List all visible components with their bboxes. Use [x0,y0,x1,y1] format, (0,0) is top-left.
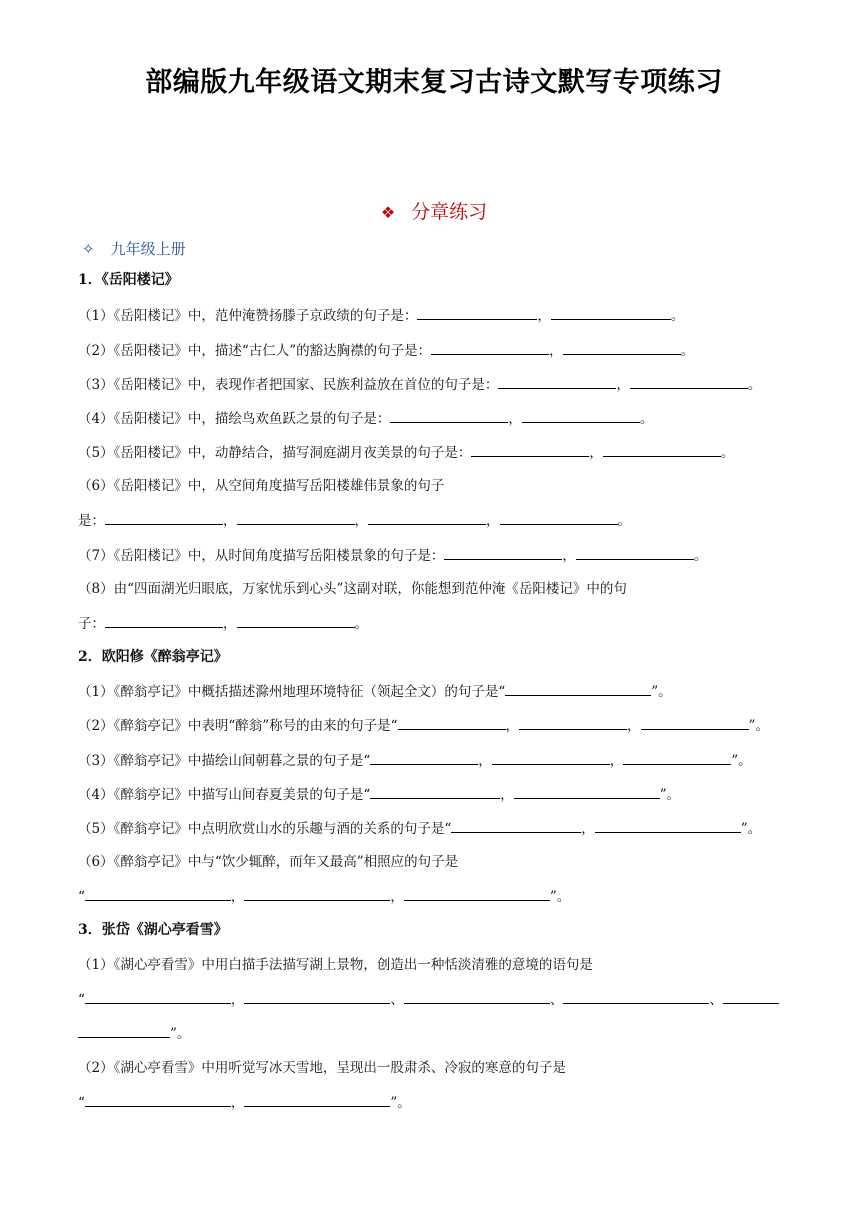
answer-blank[interactable] [390,408,508,423]
question-line [78,1092,411,1113]
question-text: ， [508,411,522,427]
question-text: （2）《岳阳楼记》中，描述“古仁人”的豁达胸襟的句子是： [78,343,432,359]
question-text: ”。 [390,1095,411,1111]
answer-blank[interactable] [370,750,478,765]
question-text: ”。 [659,787,681,803]
question-line [78,818,761,839]
question-text: “ [78,889,85,905]
answer-blank[interactable] [563,340,681,355]
answer-blank[interactable] [417,305,537,320]
question-text: ， [230,1095,245,1111]
question-text: （8）由“四面湖光归眼底，万家忧乐到心头”这副对联，你能想到范仲淹《岳阳楼记》中的句 [78,581,627,597]
answer-blank[interactable] [641,715,749,730]
question-text: ， [609,753,624,769]
question-line [78,989,779,1010]
answer-blank[interactable] [563,989,709,1004]
question-text: ， [589,445,603,461]
answer-blank[interactable] [404,886,550,901]
question-text: ， [500,787,514,803]
question-line [78,852,458,872]
question-text: （5）《醉翁亭记》中点明欣赏山水的乐趣与酒的关系的句子是“ [78,821,452,837]
answer-blank[interactable] [492,750,610,765]
answer-blank[interactable] [85,1092,231,1107]
question-text: “ [78,1095,85,1111]
question-text: 。 [680,343,695,359]
question-text: ， [390,889,404,905]
answer-blank[interactable] [723,989,779,1004]
question-text: 、 [390,992,404,1008]
question-text: （6）《岳阳楼记》中，从空间角度描写岳阳楼雄伟景象的句子 [78,478,445,494]
answer-blank[interactable] [522,408,640,423]
answer-blank[interactable] [368,510,486,525]
answer-blank[interactable] [603,442,721,457]
question-text: ， [230,889,245,905]
page-title: 部编版九年级语文期末复习古诗文默写专项练习 [145,67,723,98]
section-label: 分章练习 [411,201,488,223]
question-text: 。 [670,308,685,324]
question-text: 。 [747,377,762,393]
answer-blank[interactable] [78,1023,170,1038]
question-text: 。 [720,445,735,461]
answer-blank[interactable] [498,374,616,389]
question-line [78,374,761,395]
question-text: （1）《醉翁亭记》中概括描述滁州地理环境特征（领起全文）的句子是“ [78,684,506,700]
question-text: ， [616,377,630,393]
question-text: 是： [78,513,105,529]
question-line [78,340,694,361]
question-text: 3．张岱《湖心亭看雪》 [78,922,228,938]
question-text: （3）《岳阳楼记》中，表现作者把国家、民族利益放在首位的句子是： [78,377,499,393]
question-line [78,1023,190,1044]
answer-blank[interactable] [471,442,589,457]
question-text: ”。 [748,718,769,734]
answer-blank[interactable] [85,886,231,901]
question-line [78,613,368,634]
answer-blank[interactable] [398,715,506,730]
answer-blank[interactable] [105,613,223,628]
question-line [78,784,680,805]
question-text: ， [478,753,492,769]
question-heading [78,920,228,940]
question-text: 2．欧阳修《醉翁亭记》 [78,649,228,665]
answer-blank[interactable] [630,374,748,389]
question-text: 、 [709,992,723,1008]
question-text: （6）《醉翁亭记》中与“饮少辄醉，而年又最高”相照应的句子是 [78,854,459,870]
answer-blank[interactable] [105,510,223,525]
question-text: 1．《岳阳楼记》 [78,272,179,288]
question-text: ， [223,513,237,529]
section-heading [0,197,868,224]
answer-blank[interactable] [519,715,627,730]
answer-blank[interactable] [244,886,390,901]
question-line [78,579,627,599]
answer-blank[interactable] [576,545,694,560]
question-line [78,715,769,736]
question-line [78,408,653,429]
answer-blank[interactable] [85,989,231,1004]
subsection-label: 九年级上册 [110,240,186,258]
question-text: ， [505,718,520,734]
question-text: （1）《湖心亭看雪》中用白描手法描写湖上景物，创造出一种恬淡清雅的意境的语句是 [78,957,593,973]
question-text: 、 [549,992,564,1008]
question-text: ， [581,821,595,837]
question-text: ”。 [170,1026,191,1042]
question-line [78,1058,566,1078]
question-text: （4）《醉翁亭记》中描写山间春夏美景的句子是“ [78,787,371,803]
answer-blank[interactable] [444,545,562,560]
question-text: （2）《湖心亭看雪》中用听觉写冰天雪地，呈现出一股肃杀、冷寂的寒意的句子是 [78,1060,566,1076]
question-text: （2）《醉翁亭记》中表明“醉翁”称号的由来的句子是“ [78,718,398,734]
question-line [78,305,684,326]
answer-blank[interactable] [505,681,651,696]
question-line [78,545,707,566]
question-heading [78,270,179,290]
question-text: 。 [617,513,631,529]
question-line [78,955,593,975]
question-text: ”。 [651,684,672,700]
question-line [78,886,570,907]
question-text: ， [562,548,576,564]
answer-blank[interactable] [404,989,550,1004]
answer-blank[interactable] [370,784,500,799]
answer-blank[interactable] [514,784,660,799]
diamond-icon: ❖ [380,203,396,222]
answer-blank[interactable] [244,989,390,1004]
answer-blank[interactable] [551,305,671,320]
question-text: ， [354,513,368,529]
question-line [78,750,752,771]
question-text: （3）《醉翁亭记》中描绘山间朝暮之景的句子是“ [78,753,371,769]
answer-blank[interactable] [500,510,618,525]
question-line [78,476,444,496]
question-text: ， [627,718,641,734]
subsection-heading [82,238,186,259]
question-text: 。 [639,411,654,427]
question-text: （5）《岳阳楼记》中，动静结合，描写洞庭湖月夜美景的句子是： [78,445,472,461]
answer-blank[interactable] [237,510,355,525]
question-text: “ [78,992,85,1008]
question-text: ”。 [731,753,752,769]
question-text: ， [486,513,500,529]
question-text: ”。 [740,821,762,837]
answer-blank[interactable] [451,818,581,833]
question-text: ， [537,308,551,324]
answer-blank[interactable] [431,340,549,355]
question-text: ”。 [549,889,571,905]
question-text: ， [230,992,245,1008]
answer-blank[interactable] [237,613,355,628]
question-heading [78,647,228,667]
question-text: ， [223,616,237,632]
question-line [78,510,631,531]
question-text: 子： [78,616,105,632]
question-line [78,681,672,702]
question-text: （1）《岳阳楼记》中，范仲淹赞扬滕子京政绩的句子是： [78,308,418,324]
question-text: 。 [354,616,368,632]
answer-blank[interactable] [244,1092,390,1107]
question-text: （4）《岳阳楼记》中，描绘鸟欢鱼跃之景的句子是： [78,411,391,427]
answer-blank[interactable] [595,818,741,833]
question-text: ， [549,343,563,359]
answer-blank[interactable] [623,750,731,765]
star-icon: ✧ [82,240,95,258]
question-text: （7）《岳阳楼记》中，从时间角度描写岳阳楼景象的句子是： [78,548,445,564]
question-line [78,442,734,463]
question-text: 。 [693,548,708,564]
